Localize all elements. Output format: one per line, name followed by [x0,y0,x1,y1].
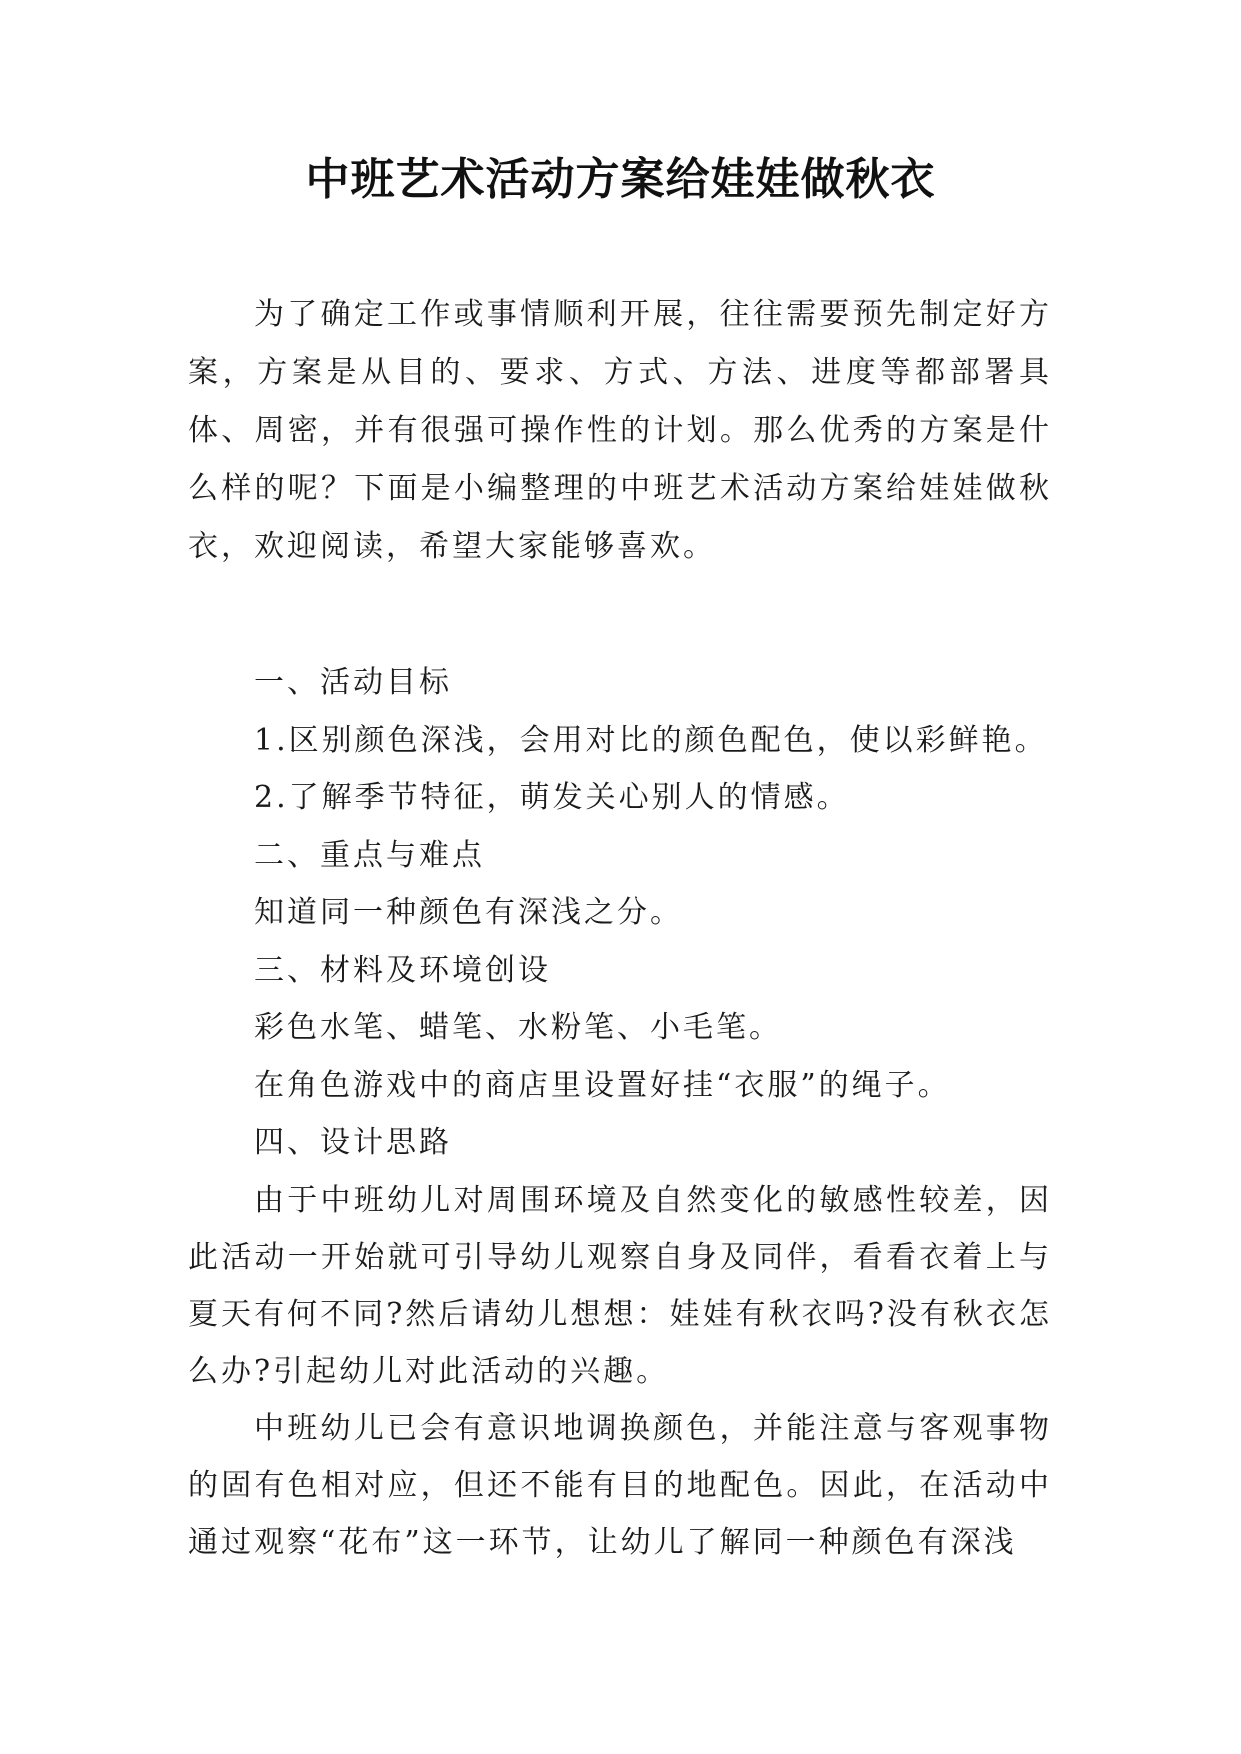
section-heading-goals: 一、活动目标 [254,665,452,700]
environment-text: 在角色游戏中的商店里设置好挂“衣服”的绳子。 [254,1067,951,1103]
design-paragraph-1: 由于中班幼儿对周围环境及自然变化的敏感性较差，因此活动一开始就可引导幼儿观察自身及同伴，看看衣着上与夏天有何不同?然后请幼儿想想：娃娃有秋衣吗?没有秋衣怎么办?引起幼儿对此活动的兴趣。 [188,1182,1052,1389]
materials-text: 彩色水笔、蜡笔、水粉笔、小毛笔。 [254,1010,782,1045]
design-paragraph-2: 中班幼儿已会有意识地调换颜色，并能注意与客观事物的固有色相对应，但还不能有目的地配色。因此，在活动中通过观察“花布”这一环节，让幼儿了解同一种颜色有深浅 [188,1410,1052,1560]
document-title: 中班艺术活动方案给娃娃做秋衣 [305,154,936,205]
document-body [188,286,1052,1571]
goal-item-1: 1.区别颜色深浅，会用对比的颜色配色，使以彩鲜艳。 [254,722,1048,758]
section-heading-key-points: 二、重点与难点 [254,837,485,873]
section-heading-materials: 三、材料及环境创设 [254,952,551,988]
intro-paragraph: 为了确定工作或事情顺利开展，往往需要预先制定好方案，方案是从目的、要求、方式、方法、进度等都部署具体、周密，并有很强可操作性的计划。那么优秀的方案是什么样的呢？下面是小编整理的中班艺术活动方案给娃娃做秋衣，欢迎阅读，希望大家能够喜欢。 [188,297,1052,564]
section-heading-design: 四、设计思路 [254,1125,452,1160]
goal-item-2: 2.了解季节特征，萌发关心别人的情感。 [254,780,850,815]
key-point-text: 知道同一种颜色有深浅之分。 [254,895,683,930]
